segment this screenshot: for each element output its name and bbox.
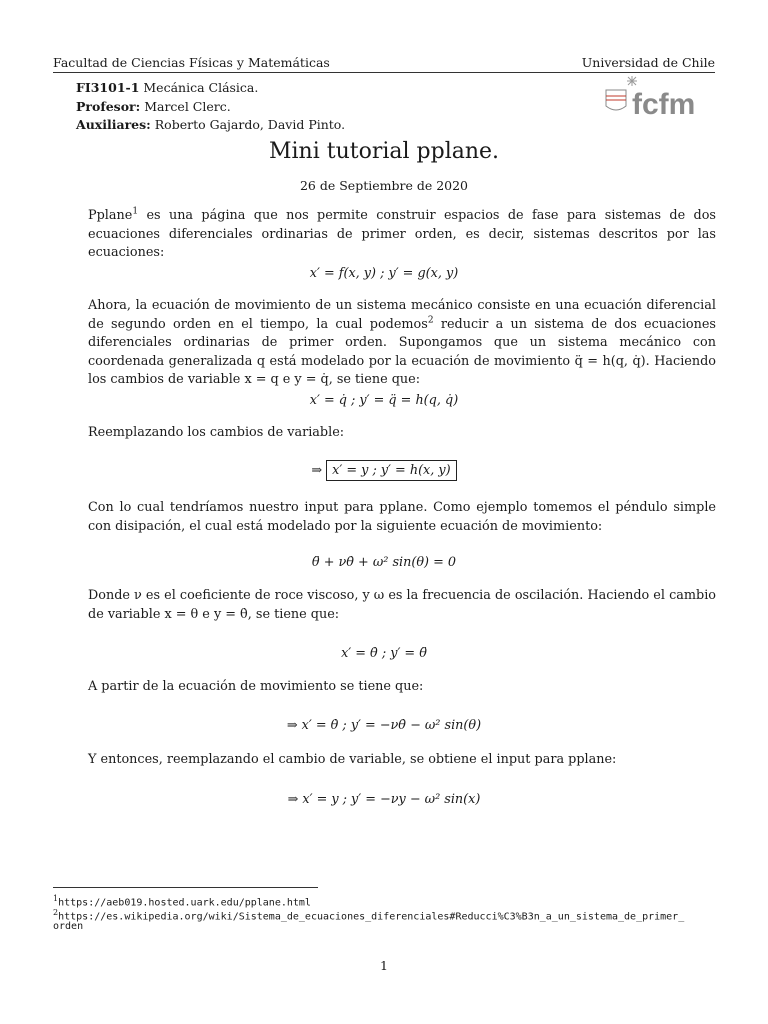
equation-3 [0,460,768,481]
professor-name: Marcel Clerc. [140,98,231,114]
paragraph-6: A partir de la ecuación de movimiento se tiene que: [88,679,424,694]
boxed-equation: x′ = y ; y′ = h(x, y) [326,460,456,481]
document-date: 26 de Septiembre de 2020 [299,178,469,193]
course-name: Mecánica Clásica. [139,80,259,95]
footnote-ref-1: 1 [132,206,139,217]
p2-start: Ahora, la ecuación de movimiento de un sistema mecánico consiste en una ecuación diferencial de segundo orden en el tiempo, la cual podemos [88,298,716,332]
auxiliares-label: Auxiliares: [76,117,151,132]
header-university: Universidad de Chile [581,55,715,70]
equation-1: x′ = f(x, y) ; y′ = g(x, y) [309,266,459,281]
paragraph-5: Donde ν es el coeficiente de roce viscoso, y ω es la frecuencia de oscilación. Haciendo el cambio de variable x = θ e y = θ̇, se tiene que: [88,588,716,622]
paragraph-1 [88,207,716,263]
paragraph-3: Reemplazando los cambios de variable: [88,425,345,440]
implies-arrow: ⇒ [311,463,323,478]
footnote-rule [53,887,318,888]
footnote-2-url: https://es.wikipedia.org/wiki/Sistema_de_ecuaciones_diferenciales#Reducci%C3%B3n_a_un_sistema_de_primer_ [58,911,685,923]
p2-rest: reducir a un sistema de dos ecuaciones diferenciales ordinarias de primer orden. Supongamos que un sistema mecánico con coordenada generalizada q está modelado por la ecuación de movimiento q̈ = h(q, q̇). Haciendo los cambios de variable x = q e y = q̇, se tiene que: [88,316,717,387]
paragraph-4: Con lo cual tendríamos nuestro input para pplane. Como ejemplo tomemos el péndulo simple con disipación, el cual está modelado por la siguiente ecuación de movimiento: [88,500,716,534]
footnote-ref-2: 2 [427,315,434,326]
equation-2: x′ = q̇ ; y′ = q̈ = h(q, q̇) [309,393,459,408]
p1-rest: es una página que nos permite construir espacios de fase para sistemas de dos ecuaciones diferenciales ordinarias de primer orden, es decir, sistemas descritos por las ecuaciones: [88,208,716,260]
equation-4: θ̈ + νθ̇ + ω² sin(θ) = 0 [311,555,457,570]
page-number: 1 [380,958,388,973]
paragraph-7: Y entonces, reemplazando el cambio de variable, se obtiene el input para pplane: [88,752,617,767]
equation-5: x′ = θ̇ ; y′ = θ̈ [341,646,427,661]
fcfm-logo [600,72,700,124]
course-info [76,79,345,135]
p1-start: Pplane [88,208,133,223]
footnote-2-continued: orden [53,921,84,932]
course-code-label: FI3101-1 [76,80,140,95]
footnote-1-url: https://aeb019.hosted.uark.edu/pplane.html [58,897,311,909]
auxiliares-names: Roberto Gajardo, David Pinto. [150,117,346,132]
document-title: Mini tutorial pplane. [268,139,500,164]
footnote-2-number: 2 [53,908,59,917]
equation-6: ⇒ x′ = θ̇ ; y′ = −νθ̇ − ω² sin(θ) [286,718,482,733]
equation-7: ⇒ x′ = y ; y′ = −νy − ω² sin(x) [287,792,481,807]
fcfm-logo-graphic [600,72,700,124]
header-faculty: Facultad de Ciencias Físicas y Matemáticas [53,55,330,70]
fcfm-logo-text: fcfm [632,88,696,121]
footnote-1-number: 1 [53,894,59,903]
paragraph-2 [88,297,716,390]
professor-label: Profesor: [76,98,141,114]
footnote-2 [53,906,684,924]
